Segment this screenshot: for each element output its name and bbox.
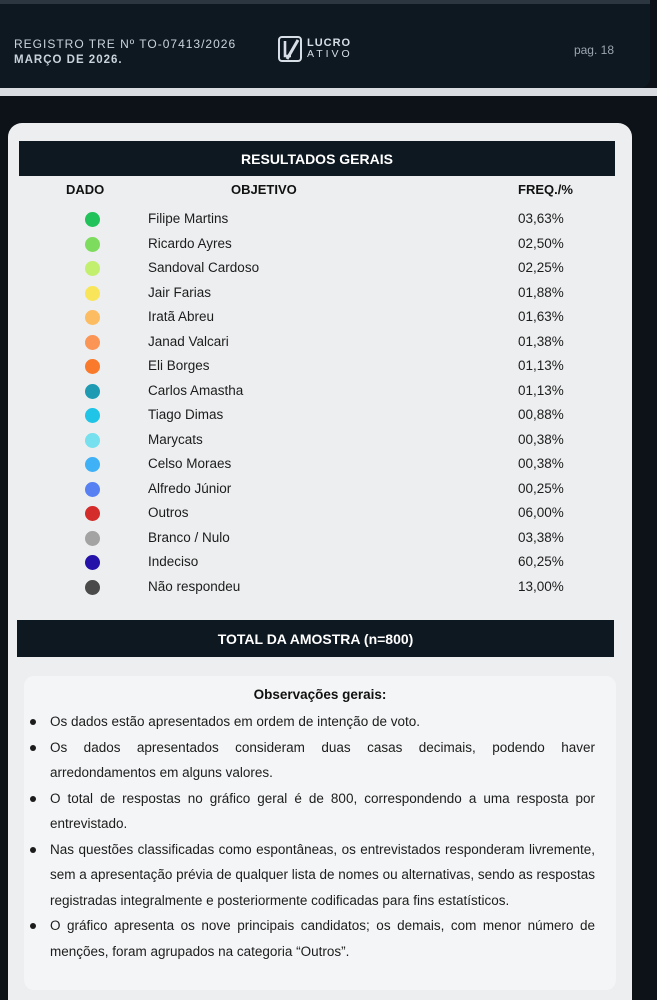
note-item: Os dados estão apresentados em ordem de intenção de voto.: [50, 709, 595, 735]
color-dot-icon: [85, 531, 100, 546]
candidate-name: Carlos Amastha: [148, 382, 244, 398]
candidate-freq: 01,63%: [518, 309, 564, 324]
note-item: O gráfico apresenta os nove principais candidatos; os demais, com menor número de menções, foram agrupados na categoria “Outros”.: [50, 913, 595, 964]
candidate-freq: 00,38%: [518, 431, 564, 447]
total-bar: [17, 620, 614, 657]
results-table: [0, 207, 657, 599]
candidate-freq: 13,00%: [518, 578, 564, 594]
lucro-ativo-logo: [278, 36, 353, 62]
column-header-objetivo: OBJETIVO: [231, 182, 297, 197]
color-dot-icon: [85, 335, 100, 350]
column-header-dado: DADO: [66, 182, 105, 197]
table-row: [0, 575, 657, 600]
candidate-name: Branco / Nulo: [148, 529, 230, 545]
registro-text: REGISTRO TRE Nº TO-07413/2026: [14, 37, 237, 51]
candidate-name: Filipe Martins: [148, 211, 229, 226]
candidate-freq: 06,00%: [518, 505, 564, 520]
color-dot-icon: [85, 237, 100, 252]
color-dot-icon: [85, 580, 100, 595]
notes-title: Observações gerais:: [253, 687, 387, 702]
table-row: [0, 354, 657, 379]
color-dot-icon: [85, 433, 100, 448]
candidate-name: Outros: [148, 505, 189, 520]
candidate-name: Marycats: [148, 431, 203, 447]
candidate-name: Eli Borges: [148, 358, 210, 373]
candidate-freq: 00,88%: [518, 407, 564, 422]
table-row: [0, 501, 657, 526]
candidate-name: Tiago Dimas: [148, 407, 224, 422]
candidate-freq: 00,25%: [518, 480, 564, 496]
candidate-freq: 02,50%: [518, 235, 564, 251]
table-row: [0, 256, 657, 281]
results-title: RESULTADOS GERAIS: [241, 150, 393, 167]
candidate-freq: 00,38%: [518, 456, 564, 471]
table-row: [0, 379, 657, 404]
table-row: [0, 452, 657, 477]
table-row: [0, 281, 657, 306]
table-row: [0, 207, 657, 232]
color-dot-icon: [85, 384, 100, 399]
color-dot-icon: [85, 408, 100, 423]
candidate-name: Alfredo Júnior: [148, 480, 232, 496]
logo-text-line2: ATIVO: [307, 48, 353, 60]
date-text: MARÇO DE 2026.: [14, 54, 123, 66]
note-item: O total de respostas no gráfico geral é de 800, correspondendo a uma resposta por entrevistado.: [50, 786, 595, 837]
color-dot-icon: [85, 212, 100, 227]
candidate-freq: 01,38%: [518, 333, 564, 349]
table-row: [0, 232, 657, 257]
color-dot-icon: [85, 310, 100, 325]
color-dot-icon: [85, 482, 100, 497]
notes-box: [24, 676, 616, 990]
note-item: Nas questões classificadas como espontâneas, os entrevistados responderam livremente, sem a apresentação prévia de qualquer lista de nomes ou alternativas, sendo as respostas registradas integralmente e posteriormente codificadas para fins estatísticos.: [50, 837, 595, 914]
candidate-freq: 03,63%: [518, 211, 564, 226]
candidate-name: Não respondeu: [148, 578, 241, 594]
candidate-name: Janad Valcari: [148, 333, 229, 349]
note-item: Os dados apresentados consideram duas casas decimais, podendo haver arredondamentos em alguns valores.: [50, 735, 595, 786]
candidate-freq: 01,13%: [518, 382, 564, 398]
candidate-name: Jair Farias: [148, 284, 212, 300]
candidate-freq: 03,38%: [518, 529, 564, 545]
candidate-freq: 01,88%: [518, 284, 564, 300]
header-info: [14, 36, 236, 68]
color-dot-icon: [85, 457, 100, 472]
table-row: [0, 428, 657, 453]
color-dot-icon: [85, 359, 100, 374]
table-row: [0, 550, 657, 575]
page-number: pag. 18: [573, 43, 614, 57]
table-row: [0, 526, 657, 551]
results-title-bar: [19, 141, 615, 176]
table-row: [0, 477, 657, 502]
candidate-name: Ricardo Ayres: [148, 235, 232, 251]
candidate-freq: 02,25%: [518, 260, 564, 275]
candidate-freq: 01,13%: [518, 358, 564, 373]
page-header: [0, 0, 650, 88]
logo-text-line1: LUCRO: [307, 37, 352, 49]
column-header-freq: FREQ./%: [518, 182, 573, 197]
candidate-name: Celso Moraes: [148, 456, 232, 471]
logo-icon: [278, 36, 302, 62]
notes-list: [50, 709, 595, 964]
table-row: [0, 403, 657, 428]
table-row: [0, 330, 657, 355]
color-dot-icon: [85, 261, 100, 276]
color-dot-icon: [85, 506, 100, 521]
color-dot-icon: [85, 286, 100, 301]
total-sample-text: TOTAL DA AMOSTRA (n=800): [217, 630, 414, 647]
color-dot-icon: [85, 555, 100, 570]
candidate-name: Sandoval Cardoso: [148, 260, 260, 275]
table-row: [0, 305, 657, 330]
header-separator: [0, 88, 657, 96]
candidate-freq: 60,25%: [518, 554, 564, 569]
candidate-name: Iratã Abreu: [148, 309, 215, 324]
candidate-name: Indeciso: [148, 554, 199, 569]
